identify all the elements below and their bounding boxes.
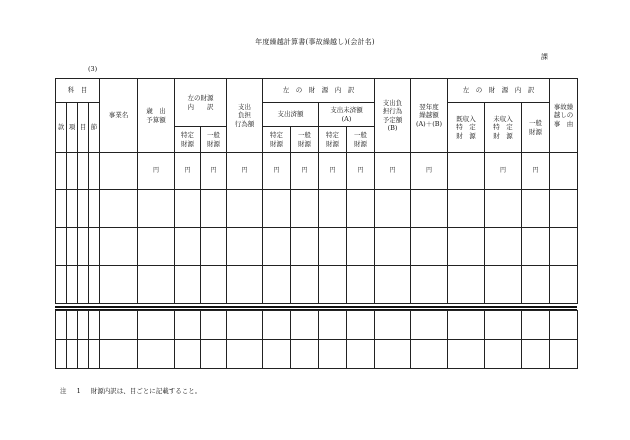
- department-label: 課: [541, 53, 548, 61]
- header-ippan-zaigen-4: 一般 財源: [347, 127, 375, 153]
- header-ippan-zaigen-2: 一般 財源: [291, 127, 319, 153]
- unit-label: 円: [485, 153, 522, 190]
- footnote-text: 財源内訳は、目ごとに記載すること。: [90, 387, 202, 395]
- unit-label: 円: [319, 153, 347, 190]
- carryover-table-continuation: [55, 310, 578, 369]
- table-row: [56, 311, 578, 340]
- unit-label: 円: [522, 153, 550, 190]
- header-saishutsu-yosan: 歳 出 予算額: [138, 79, 175, 153]
- header-shishutsu-futan-yotei: 支出負 担行為 予定額 (B): [375, 79, 411, 153]
- table-row: [56, 340, 578, 369]
- unit-label: 円: [347, 153, 375, 190]
- header-tokutei-zaigen-3: 特定 財源: [319, 127, 347, 153]
- unit-label: 円: [138, 153, 175, 190]
- header-moku: 目: [78, 103, 89, 153]
- unit-label: 円: [375, 153, 411, 190]
- table-row: [56, 190, 578, 228]
- table-row: [56, 228, 578, 266]
- footnote-prefix: 注: [60, 387, 67, 395]
- table-row: [56, 153, 578, 190]
- unit-label: 円: [263, 153, 291, 190]
- unit-label: 円: [411, 153, 448, 190]
- header-shishutsu-mizumi: 支出未済額 (A): [319, 103, 375, 127]
- header-kou-item: 項: [67, 103, 78, 153]
- header-kamoku: 科 目: [56, 79, 100, 103]
- header-tokutei-zaigen-1: 特定 財源: [175, 127, 201, 153]
- header-mishuunyu-tokutei: 未収入 特 定 財 源: [485, 103, 522, 153]
- header-shishutsu-zumi: 支出済額: [263, 103, 319, 127]
- table-row: [56, 266, 578, 304]
- carryover-table: [55, 78, 578, 304]
- header-left-zaigen-uchiwake2: 左 の 財 源 内 訳: [448, 79, 550, 103]
- footnote-number: 1: [76, 387, 81, 395]
- header-yokunendo-kurikoshi: 翌年度 繰越額 (A)＋(B): [411, 79, 448, 153]
- header-jigyo-mei: 事業名: [100, 79, 138, 153]
- unit-label: 円: [291, 153, 319, 190]
- footnote: [60, 386, 209, 395]
- unit-label: 円: [227, 153, 263, 190]
- form-number: (3): [88, 65, 98, 73]
- header-left-zaigen-top: 左の財源 内 訳: [175, 79, 227, 127]
- header-left-zaigen-uchiwake: 左 の 財 源 内 訳: [263, 79, 375, 103]
- unit-label: 円: [175, 153, 201, 190]
- header-setsu: 節: [89, 103, 100, 153]
- header-ippan-zaigen-1: 一般 財源: [201, 127, 227, 153]
- unit-label: 円: [201, 153, 227, 190]
- header-jiko-kurikoshi-jiyu: 事故繰 越しの 事 由: [550, 79, 578, 153]
- document-title: 年度繰越計算書(事故繰越し)(会計名): [255, 38, 375, 46]
- section-break-line: [55, 306, 577, 308]
- header-kou: 款: [56, 103, 67, 153]
- header-ippan-zaigen-3: 一般 財源: [522, 103, 550, 153]
- header-kishuunyu-tokutei: 既収入 特 定 財 源: [448, 103, 485, 153]
- header-tokutei-zaigen-2: 特定 財源: [263, 127, 291, 153]
- header-shishutsu-futan: 支出 負担 行為額: [227, 79, 263, 153]
